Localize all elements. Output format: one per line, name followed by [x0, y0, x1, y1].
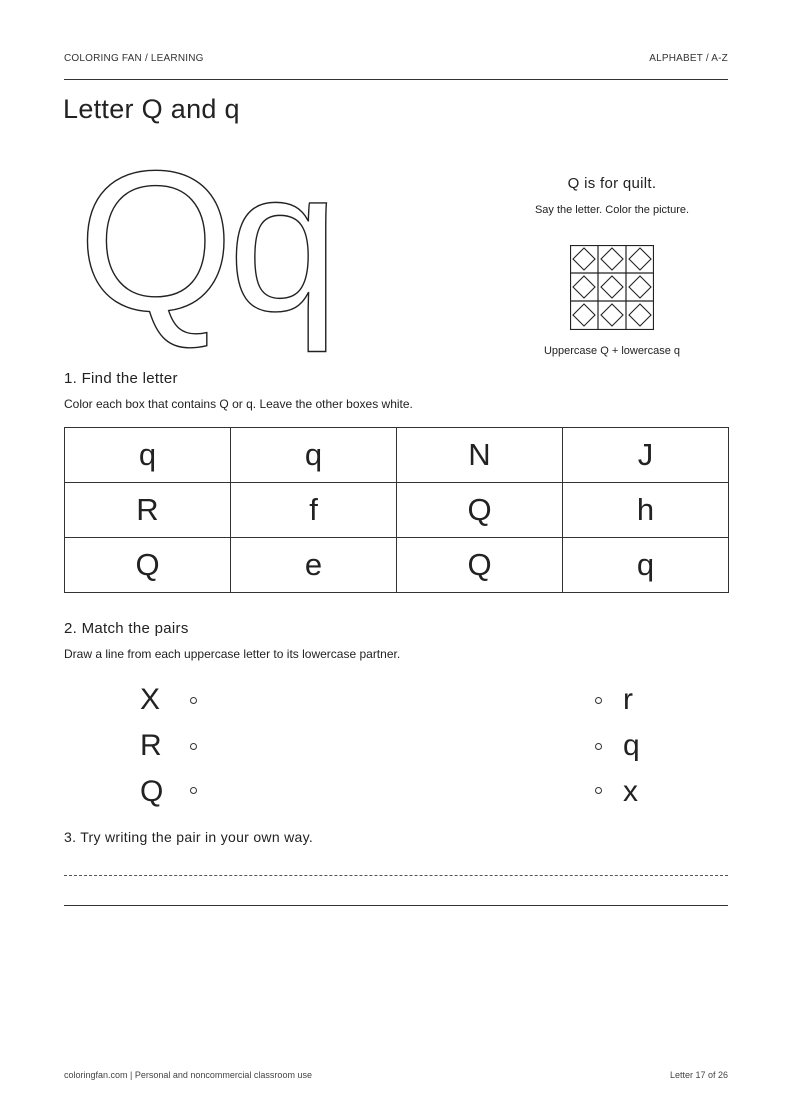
- section3-title: 3. Try writing the pair in your own way.: [64, 829, 314, 845]
- header-rule: [64, 79, 728, 80]
- footer-left: coloringfan.com | Personal and noncommercial classroom use: [64, 1070, 312, 1080]
- match-right-letter: q: [623, 729, 640, 762]
- grid-cell[interactable]: R: [65, 483, 231, 538]
- match-left-letter: Q: [140, 775, 164, 808]
- writing-baseline[interactable]: [64, 905, 728, 906]
- header-right: ALPHABET / A-Z: [649, 53, 728, 64]
- match-left-letter: R: [140, 729, 162, 762]
- footer-right: Letter 17 of 26: [669, 1070, 728, 1080]
- section2-instructions: Draw a line from each uppercase letter to its lowercase partner.: [64, 647, 401, 661]
- grid-cell[interactable]: f: [231, 483, 397, 538]
- match-left-letter: X: [140, 683, 161, 716]
- grid-cell[interactable]: Q: [397, 538, 563, 593]
- grid-cell[interactable]: J: [563, 428, 729, 483]
- grid-cell[interactable]: q: [231, 428, 397, 483]
- match-right-dot[interactable]: [595, 743, 602, 750]
- grid-cell[interactable]: e: [231, 538, 397, 593]
- big-letter-upper: Q: [78, 160, 234, 353]
- quilt-icon: [570, 245, 654, 330]
- side-title: Q is for quilt.: [567, 175, 657, 192]
- grid-cell[interactable]: Q: [397, 483, 563, 538]
- match-right-dot[interactable]: [595, 787, 602, 794]
- header-left: COLORING FAN / LEARNING: [64, 53, 204, 64]
- grid-row: [65, 483, 729, 538]
- grid-row: [65, 428, 729, 483]
- letter-grid: [64, 427, 729, 593]
- side-caption: Uppercase Q + lowercase q: [543, 345, 681, 357]
- side-subtitle: Say the letter. Color the picture.: [534, 204, 690, 216]
- match-left-dot[interactable]: [190, 697, 197, 704]
- grid-cell[interactable]: Q: [65, 538, 231, 593]
- match-right-dot[interactable]: [595, 697, 602, 704]
- grid-cell[interactable]: N: [397, 428, 563, 483]
- writing-guide-dashed[interactable]: [64, 875, 728, 876]
- match-right-letter: x: [623, 775, 638, 808]
- match-left-dot[interactable]: [190, 743, 197, 750]
- big-letter-lower: q: [228, 160, 340, 353]
- match-right-letter: r: [623, 683, 633, 716]
- section1-instructions: Color each box that contains Q or q. Leave the other boxes white.: [64, 397, 413, 411]
- match-left-dot[interactable]: [190, 787, 197, 794]
- grid-cell[interactable]: h: [563, 483, 729, 538]
- page-title: Letter Q and q: [63, 94, 240, 124]
- grid-row: [65, 538, 729, 593]
- section1-title: 1. Find the letter: [64, 370, 178, 387]
- grid-cell[interactable]: q: [563, 538, 729, 593]
- big-letters-outline: [78, 160, 348, 365]
- section2-title: 2. Match the pairs: [64, 620, 189, 637]
- grid-cell[interactable]: q: [65, 428, 231, 483]
